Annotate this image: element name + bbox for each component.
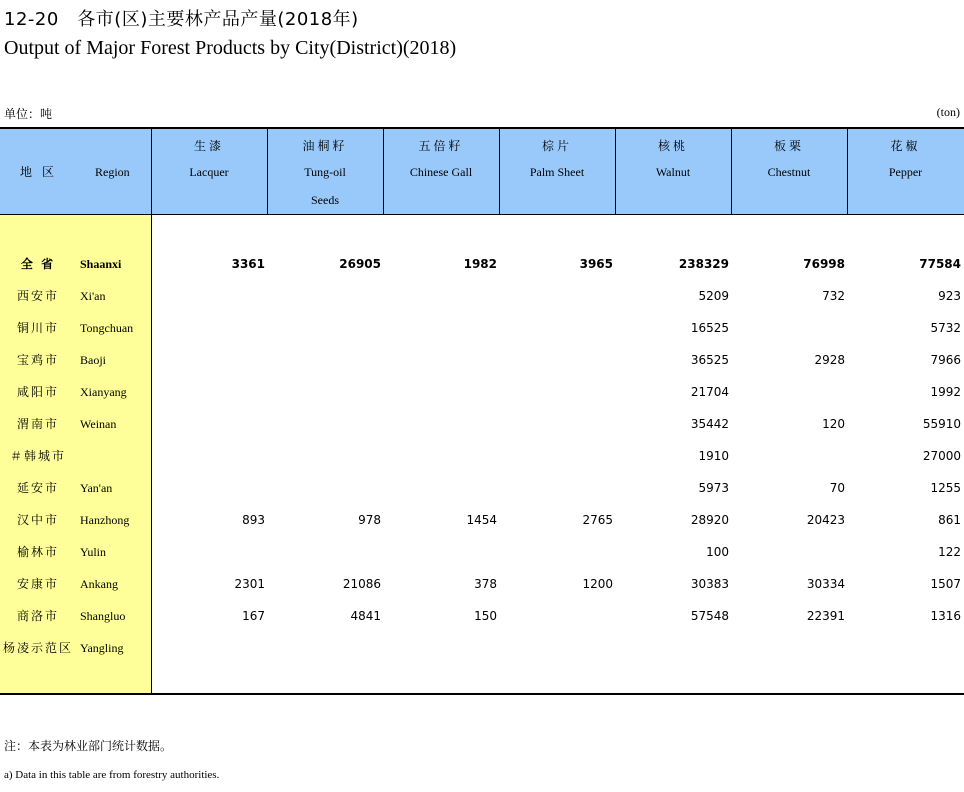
value-cell: 27000 — [922, 449, 961, 463]
value-cell: 5209 — [698, 289, 729, 303]
column-header-zh: 油桐籽 — [302, 139, 348, 153]
column-header-pepper — [847, 127, 964, 215]
region-name-zh: 榆林市 — [16, 545, 59, 559]
region-name-en: Ankang — [80, 577, 118, 591]
region-name-zh: 渭南市 — [16, 417, 59, 431]
column-header-chinese-gall — [383, 127, 499, 215]
value-cell: 70 — [829, 481, 845, 495]
table-row — [0, 600, 964, 632]
column-header-en: Walnut — [655, 165, 691, 179]
table-row — [0, 280, 964, 312]
region-name-zh: 铜川市 — [16, 321, 59, 335]
table-row — [0, 504, 964, 536]
value-cell: 1200 — [582, 577, 613, 591]
region-name-zh: 宝鸡市 — [16, 353, 59, 367]
value-cell: 1992 — [930, 385, 961, 399]
value-cell: 26905 — [339, 257, 381, 271]
value-cell: 378 — [474, 577, 497, 591]
unit-label-zh: 单位：吨 — [4, 107, 53, 121]
table-row — [0, 440, 964, 472]
column-header-zh: 核桃 — [657, 139, 688, 153]
table-row — [0, 344, 964, 376]
footnote-en: a) Data in this table are from forestry authorities. — [4, 769, 220, 781]
value-cell: 100 — [706, 545, 729, 559]
region-name-en: Baoji — [80, 353, 106, 367]
region-name-en: Shangluo — [80, 609, 126, 623]
region-name-en: Yangling — [80, 641, 124, 655]
column-header-en: Lacquer — [189, 165, 229, 179]
value-cell: 76998 — [803, 257, 845, 271]
region-name-zh: 延安市 — [16, 481, 59, 495]
column-header-en: Palm Sheet — [529, 165, 585, 179]
value-cell: 122 — [938, 545, 961, 559]
value-cell: 3361 — [231, 257, 265, 271]
region-name-zh: 安康市 — [16, 577, 59, 591]
value-cell: 861 — [938, 513, 961, 527]
column-header-zh: 板栗 — [773, 139, 804, 153]
value-cell: 732 — [822, 289, 845, 303]
table-title-zh: 12-20 各市(区)主要林产品产量(2018年) — [4, 9, 359, 30]
column-header-en: Pepper — [888, 165, 923, 179]
column-header-en-line2: Seeds — [311, 193, 339, 207]
value-cell: 77584 — [919, 257, 961, 271]
value-cell: 21704 — [690, 385, 729, 399]
region-name-zh: 西安市 — [16, 289, 59, 303]
region-name-zh: 杨凌示范区 — [2, 641, 73, 655]
region-name-en: Weinan — [80, 417, 117, 431]
region-name-en: Yulin — [80, 545, 107, 559]
column-header-palm-sheet — [499, 127, 615, 215]
value-cell: 20423 — [806, 513, 845, 527]
value-cell: 30334 — [806, 577, 845, 591]
value-cell: 978 — [358, 513, 381, 527]
value-cell: 35442 — [690, 417, 729, 431]
value-cell: 5732 — [930, 321, 961, 335]
value-cell: 3965 — [579, 257, 613, 271]
table-row — [0, 536, 964, 568]
value-cell: 4841 — [350, 609, 381, 623]
value-cell: 120 — [822, 417, 845, 431]
column-header-en: Chinese Gall — [409, 165, 473, 179]
region-name-zh: ＃韩城市 — [9, 449, 66, 463]
column-header-chestnut — [731, 127, 847, 215]
table-row — [0, 376, 964, 408]
region-name-zh: 汉中市 — [16, 513, 59, 527]
table-row — [0, 408, 964, 440]
value-cell: 1454 — [466, 513, 497, 527]
value-cell: 167 — [242, 609, 265, 623]
table-row — [0, 632, 964, 664]
column-header-walnut — [615, 127, 731, 215]
table-row — [0, 472, 964, 504]
value-cell: 5973 — [698, 481, 729, 495]
region-name-zh: 全 省 — [20, 257, 56, 271]
footnote-zh: 注：本表为林业部门统计数据。 — [4, 739, 173, 753]
region-name-en: Hanzhong — [80, 513, 130, 527]
region-name-en: Xianyang — [80, 385, 127, 399]
region-name-en: Xi'an — [80, 289, 106, 303]
column-header-zh: 花椒 — [890, 139, 921, 153]
column-header-en: Tung-oil — [304, 165, 346, 179]
value-cell: 22391 — [806, 609, 845, 623]
value-cell: 21086 — [342, 577, 381, 591]
value-cell: 55910 — [922, 417, 961, 431]
table-row — [0, 248, 964, 280]
value-cell: 150 — [474, 609, 497, 623]
value-cell: 1910 — [698, 449, 729, 463]
region-name-en: Yan'an — [80, 481, 113, 495]
column-header-zh: 生漆 — [193, 139, 224, 153]
value-cell: 893 — [242, 513, 265, 527]
value-cell: 36525 — [690, 353, 729, 367]
table-title-en: Output of Major Forest Products by City(District)(2018) — [4, 37, 457, 59]
value-cell: 238329 — [678, 257, 729, 271]
table-row — [0, 568, 964, 600]
value-cell: 2928 — [814, 353, 845, 367]
value-cell: 7966 — [930, 353, 961, 367]
column-header-lacquer — [151, 127, 267, 215]
unit-label-en: (ton) — [936, 105, 960, 119]
region-header-zh: 地区 — [20, 165, 65, 179]
column-header-zh: 五倍籽 — [418, 139, 464, 153]
column-header-zh: 棕片 — [541, 139, 572, 153]
value-cell: 1982 — [463, 257, 497, 271]
column-header-en: Chestnut — [767, 165, 811, 179]
value-cell: 1507 — [930, 577, 961, 591]
value-cell: 16525 — [690, 321, 729, 335]
value-cell: 30383 — [690, 577, 729, 591]
value-cell: 2301 — [234, 577, 265, 591]
region-name-en: Tongchuan — [80, 321, 134, 335]
value-cell: 923 — [938, 289, 961, 303]
region-name-en: Shaanxi — [80, 257, 122, 271]
table-row — [0, 312, 964, 344]
value-cell: 1255 — [930, 481, 961, 495]
value-cell: 2765 — [582, 513, 613, 527]
region-name-zh: 咸阳市 — [16, 385, 59, 399]
column-header-tung-oil-seeds — [267, 127, 383, 215]
value-cell: 1316 — [930, 609, 961, 623]
value-cell: 57548 — [690, 609, 729, 623]
region-header-en: Region — [95, 165, 130, 179]
value-cell: 28920 — [690, 513, 729, 527]
region-name-zh: 商洛市 — [16, 609, 59, 623]
